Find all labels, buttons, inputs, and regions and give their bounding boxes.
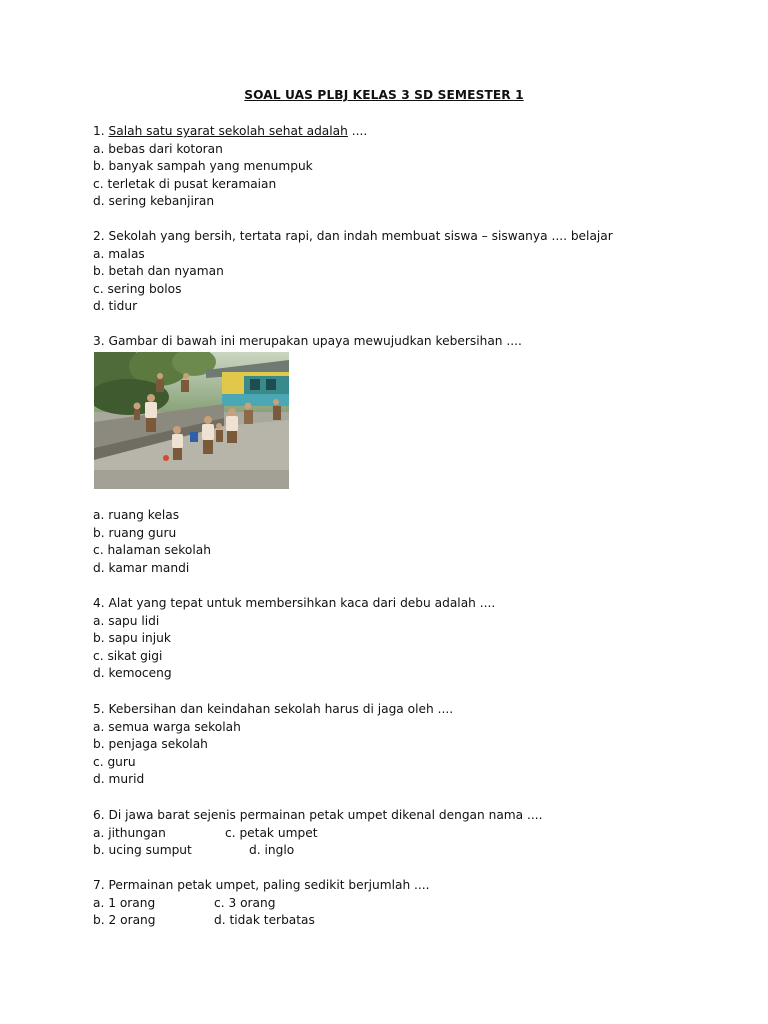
question-text: [93, 123, 367, 141]
option-b: b. penjaga sekolah: [93, 737, 208, 752]
question-text-rest: ....: [347, 124, 368, 138]
question-text: 5. Kebersihan dan keindahan sekolah harus di jaga oleh ....: [93, 702, 454, 716]
question-7: [93, 877, 430, 930]
question-5: [93, 701, 453, 789]
question-text: 4. Alat yang tepat untuk membersihkan kaca dari debu adalah ....: [93, 596, 496, 610]
option-b: b. 2 orang: [93, 913, 156, 928]
document-title: SOAL UAS PLBJ KELAS 3 SD SEMESTER 1: [244, 88, 524, 102]
option-a: a. bebas dari kotoran: [93, 141, 223, 156]
option-d: d. tidur: [93, 299, 138, 314]
options-row-1: [93, 825, 543, 843]
option-d: d. kamar mandi: [93, 560, 190, 575]
option-b: b. betah dan nyaman: [93, 264, 224, 279]
options-row-1: [93, 895, 430, 913]
option-d: d. inglo: [249, 843, 295, 858]
question-number: 1.: [93, 124, 109, 138]
question-4: [93, 595, 495, 683]
question-2: [93, 228, 613, 316]
options-row-2: [93, 842, 543, 860]
option-c: c. sikat gigi: [93, 648, 163, 663]
option-a: a. malas: [93, 246, 145, 261]
option-b: b. banyak sampah yang menumpuk: [93, 159, 313, 174]
option-b: b. ucing sumput: [93, 843, 192, 858]
option-d: d. murid: [93, 772, 145, 787]
question-1: [93, 123, 367, 211]
option-a: a. sapu lidi: [93, 613, 160, 628]
question-text-underlined: Salah satu syarat sekolah sehat adalah: [108, 124, 348, 138]
option-b: b. ruang guru: [93, 525, 177, 540]
options-row-2: [93, 912, 430, 930]
question-text: 7. Permainan petak umpet, paling sedikit berjumlah ....: [93, 878, 430, 892]
option-c: c. sering bolos: [93, 281, 182, 296]
option-c: c. guru: [93, 754, 136, 769]
option-b: b. sapu injuk: [93, 631, 171, 646]
question-3: [93, 333, 522, 351]
question-text: 2. Sekolah yang bersih, tertata rapi, dan indah membuat siswa – siswanya .... belajar: [93, 229, 613, 243]
option-c: c. 3 orang: [214, 895, 276, 910]
question-6: [93, 807, 543, 860]
option-d: d. tidak terbatas: [214, 913, 315, 928]
option-d: d. sering kebanjiran: [93, 194, 215, 209]
option-c: c. terletak di pusat keramaian: [93, 176, 277, 191]
question-3-options: [93, 507, 211, 577]
option-c: c. halaman sekolah: [93, 543, 211, 558]
question-text: 6. Di jawa barat sejenis permainan petak umpet dikenal dengan nama ....: [93, 808, 543, 822]
option-a: a. 1 orang: [93, 895, 156, 910]
option-a: a. semua warga sekolah: [93, 719, 241, 734]
question-text: 3. Gambar di bawah ini merupakan upaya mewujudkan kebersihan ....: [93, 334, 522, 348]
option-a: a. ruang kelas: [93, 508, 180, 522]
option-a: a. jithungan: [93, 825, 166, 840]
option-d: d. kemoceng: [93, 666, 172, 681]
school-yard-cleaning-photo: [94, 352, 289, 489]
option-c: c. petak umpet: [225, 825, 318, 840]
